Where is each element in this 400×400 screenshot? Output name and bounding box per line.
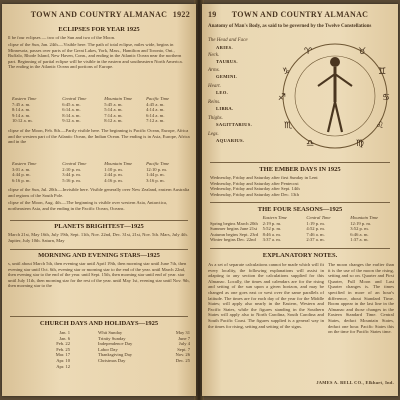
table-cell: 5:16 p. m. [62, 177, 81, 183]
col-header: Mountain Time [350, 215, 379, 220]
stars-text: s, until about March 5th, then evening star until April 19th, then morning star until June 7th, then evening star until Oct. 6th, evening star or morning star to the end of the year. until March 22nd, then evening star to the end of the year. until Sept. 15th, then morning star until end of year. star until July 11th, then morning star for the rest of the year. until May 1st, evening star until Nov. 9th, then morning star to the [8, 261, 190, 289]
notes-column-1: As a set of separate calculations cannot be made which will fit every locality, the following explanations will assist in adapting to any section the calculations supplied for this Almanac. Locally, the times and calendars are for the rising and setting of the sun upon a given horizon, and may be changed as one goes east or west over the same parallels of latitude. The times are for each day of the year for the Middle States; will apply also nearly in the Eastern, Western and Pacific States, while the figures standing in the Southern States will apply also to North Carolina, South Carolina and South Pacific Coast. The figures supplied is a general way in the times for rising, setting and setting of the signs. [208, 262, 324, 329]
sign-label: SAGITTARIUS. [216, 122, 253, 127]
body-part-label: Reins. [208, 100, 221, 105]
table-cell: 6:45 a. m. [62, 101, 81, 107]
ember-title: THE EMBER DAYS IN 1925 [259, 166, 341, 173]
table-cell: 1:10 p. m. [104, 166, 123, 172]
holiday-date: Nov. 26 [175, 352, 190, 358]
list-item: Wednesday, Friday and Saturday after Dec. 13th [210, 191, 299, 197]
table-row [12, 178, 188, 184]
table-cell: 6:14 a. m. [146, 112, 165, 118]
table-cell: 3:16 p. m. [146, 177, 165, 183]
list-item-date: Feb. 22 [56, 341, 70, 347]
svg-text:♎: ♎ [306, 139, 315, 149]
church-days-left [10, 330, 70, 369]
table-cell: 9:12 a. m. [62, 118, 81, 124]
body-part-label: Neck. [208, 53, 220, 58]
list-item: Wednesday, Friday and Saturday after first Sunday in Lent [210, 175, 318, 180]
divider [210, 162, 390, 163]
notes-title: EXPLANATORY NOTES. [262, 252, 338, 259]
sign-label: AQUARIUS. [216, 138, 245, 143]
holiday-date: June 7 [178, 335, 190, 341]
list-item-date: Apr. 10 [56, 357, 70, 363]
body-part-label: Heart. [208, 84, 221, 89]
list-item-date: Jan. 1 [59, 330, 70, 335]
list-item [10, 364, 70, 370]
table-cell: 2:37 a. m. [306, 237, 325, 243]
table-cell: 3:44 p. m. [62, 172, 81, 178]
svg-text:♈: ♈ [304, 47, 313, 57]
sign-label: TAURUS. [216, 59, 238, 64]
col-header: Eastern Time [12, 96, 37, 101]
col-header: Central Time [62, 96, 87, 101]
eclipse-table-2 [12, 161, 188, 183]
sign-label: LEO. [216, 90, 229, 95]
holiday-name: Trinity Sunday [98, 335, 126, 341]
col-header: Pacific Time [146, 96, 170, 101]
col-header: Central Time [62, 161, 87, 166]
table-cell: 10:12 a. m. [12, 118, 33, 124]
eclipse-moon-2: clipse of the Moon, Aug. 4th.—The beginning is visible over western Asia, Antarctica, northeastern Asia, and the ending in the Pacific Ocean, Oceans. [8, 200, 168, 211]
divider [10, 249, 188, 250]
table-cell: 3:37 a. m. [262, 237, 281, 243]
body-part-label: Thighs. [208, 116, 223, 121]
stars-title: MORNING AND EVENING STARS—1925 [38, 252, 160, 259]
planets-title: PLANETS BRIGHTEST—1925 [54, 223, 144, 230]
holiday-date: Sept. 7 [177, 346, 190, 352]
table-cell: 9:14 a. m. [12, 112, 31, 118]
church-days-right [98, 330, 190, 364]
table-cell: 4:14 a. m. [146, 107, 165, 113]
holiday-name: Whit Sunday [98, 330, 123, 335]
col-header: Mountain Time [104, 161, 133, 166]
col-header: Eastern Time [12, 161, 37, 166]
right-header [208, 10, 392, 19]
table-cell: 3:52 p. m. [350, 226, 369, 232]
table-cell: Autumn begins Sept. 23rd [210, 231, 259, 237]
svg-text:♐: ♐ [278, 93, 287, 103]
seasons-title: THE FOUR SEASONS—1925 [257, 206, 343, 213]
body-part-label: The Head and Face [208, 38, 248, 43]
left-page-number: 1922 [172, 10, 190, 19]
list-item: Wednesday, Friday and Saturday after Sept. 14th [210, 186, 300, 192]
table-cell: 5:45 a. m. [104, 101, 123, 107]
anatomy-title: Anatomy of Man's Body, as said to be governed by the Twelve Constellations [208, 24, 372, 29]
eclipse-sun-2: clipse of the Sun, Jul. 20th.—Invisible here. Visible generally over New Zealand, eastern Australia and regions of the South Pole. [8, 187, 190, 198]
sign-label: GEMINI. [216, 74, 238, 79]
sign-label: ARIES. [216, 45, 233, 50]
body-part-label: Arms. [208, 68, 220, 73]
table-cell: 5:14 a. m. [104, 107, 123, 113]
col-header: Central Time [306, 215, 331, 220]
table-cell: 4:52 p. m. [306, 226, 326, 232]
divider [210, 248, 390, 249]
table-row [210, 237, 394, 243]
table-cell: 2:19 p. m. [262, 220, 282, 226]
table-cell: 7:46 a. m. [306, 231, 325, 237]
list-item-date: Mar. 17 [55, 352, 70, 358]
table-cell: 12:19 p. m. [350, 220, 372, 226]
table-cell: Summer begins June 21st [210, 226, 258, 232]
holiday-date: May 31 [175, 330, 190, 335]
holiday-date: Dec. 25 [175, 357, 190, 363]
eclipse-moon-1: clipse of the Moon, Feb. 8th.—Partly visible here. The beginning is Pacific Ocean, Europe, Africa and the western part of the Atlantic Ocean, the Indian Ocean. The ending is in Asia, Europe, Africa and in the [8, 128, 190, 145]
holiday-name: Thanksgiving Day [98, 352, 133, 358]
table-cell: 8:14 a. m. [62, 112, 81, 118]
left-header [8, 10, 190, 19]
table-cell: 4:16 p. m. [104, 177, 123, 183]
right-header-title: TOWN AND COUNTRY ALMANAC [231, 10, 369, 19]
holiday-date: July 4 [178, 341, 190, 347]
svg-text:♉: ♉ [358, 47, 367, 57]
table-cell: 1:44 p. m. [146, 172, 165, 178]
table-cell: Spring begins March 20th [210, 220, 258, 226]
svg-text:♏: ♏ [284, 121, 293, 131]
divider [10, 316, 188, 317]
table-cell: 8:14 a. m. [12, 107, 31, 113]
divider [210, 202, 390, 203]
left-page [2, 4, 196, 396]
svg-text:♌: ♌ [376, 121, 385, 131]
table-row [12, 118, 188, 124]
list-item: Wednesday, Friday and Saturday after Pentecost [210, 180, 299, 186]
table-cell: 3:01 a. m. [12, 166, 31, 172]
list-item [98, 358, 190, 364]
table-cell: 1:37 a. m. [350, 237, 369, 243]
eclipse-table-1 [12, 96, 188, 124]
right-page [202, 4, 398, 396]
list-item-date: Feb. 25 [56, 346, 70, 352]
sign-label: LIBRA. [216, 106, 234, 111]
table-cell: 6:14 a. m. [62, 107, 81, 113]
eclipses-title: ECLIPSES FOR YEAR 1925 [58, 26, 140, 33]
list-item-date: Jan. 6 [59, 335, 70, 341]
table-cell: 6:16 p. m. [12, 177, 31, 183]
table-cell: 12:10 p. m. [146, 166, 168, 172]
col-header: Mountain Time [104, 96, 133, 101]
eclipses-intro: ll be four eclipses — two of the Sun and two of the Moon. [8, 35, 116, 40]
svg-text:♍: ♍ [356, 139, 365, 149]
svg-text:♋: ♋ [382, 93, 391, 103]
notes-column-2: The moon changes the earlier than it is the use of the moon the rising, setting and so on. Quarter and First Quarter, Full Moon and Last Quarter changes is. The times specified in more of an hour's difference, about Standard Time. Boom appear in the last line in the Almanac and those changes in the Eastern Standard Time. Central States, deduct Mountain States, deduct one hour. Pacific States this on the time for Pacific States time. [328, 262, 394, 335]
col-header: Pacific Time [146, 161, 170, 166]
holiday-name: Christmas Day [98, 357, 126, 363]
table-cell: 5:52 p. m. [262, 226, 282, 232]
table-cell: 1:19 p. m. [306, 220, 326, 226]
table-cell: 2:10 p. m. [62, 166, 81, 172]
table-cell: 4:44 p. m. [12, 172, 31, 178]
right-page-number: 19 [208, 10, 217, 19]
church-title: CHURCH DAYS AND HOLIDAYS—1925 [39, 320, 159, 327]
table-cell: 7:12 a. m. [146, 118, 165, 124]
table-cell: 8:12 a. m. [104, 118, 123, 124]
list-item-date: Apr. 12 [56, 363, 70, 369]
ember-days-list [210, 175, 394, 197]
table-cell: 8:46 a. m. [262, 231, 281, 237]
svg-text:♑: ♑ [282, 67, 291, 77]
table-cell: 7:14 a. m. [104, 112, 123, 118]
zodiac-man-illustration [208, 38, 391, 154]
table-cell: 4:45 a. m. [146, 101, 165, 107]
eclipse-sun-1: clipse of the Sun, Jan. 24th.—Visible here. The path of total eclipse, miles wide, begins in Minnesota, passes over parts of the Great Lakes, York, Mass., Hamilton and Toronto, Ont., Buffalo, Rhode Island, New Haven, Conn., and ending in the Atlantic Ocean near the northern part. Beginning of partial eclipse will be visible in the eastern and southeastern North America. The ending in the Atlantic Ocean and portions of Europe. [8, 42, 183, 70]
table-cell: 7:45 a. m. [12, 101, 31, 107]
left-header-title: TOWN AND COUNTRY ALMANAC [30, 10, 168, 19]
holiday-name: Independence Day [98, 341, 133, 347]
zodiac-wheel-figure [274, 40, 396, 152]
planets-text: March 21st, May 16th, July 19th, Sept. 11th, Nov. 22nd, Dec. 31st, 21st, Nov. 5th. Mars, July 4th. Jupiter, July 10th. Saturn, May [8, 232, 188, 243]
divider [10, 220, 188, 221]
publisher-footer: JAMES A. BELL CO., Elkhart, Ind. [316, 380, 394, 385]
table-cell: Winter begins Dec. 22nd [210, 237, 256, 243]
body-part-label: Legs. [208, 132, 219, 137]
table-cell: 6:46 a. m. [350, 231, 369, 237]
svg-text:♊: ♊ [378, 67, 387, 77]
holiday-name: Labor Day [98, 346, 118, 352]
seasons-table [210, 215, 394, 243]
col-header: Eastern Time [262, 215, 287, 220]
table-cell: 2:44 p. m. [104, 172, 123, 178]
